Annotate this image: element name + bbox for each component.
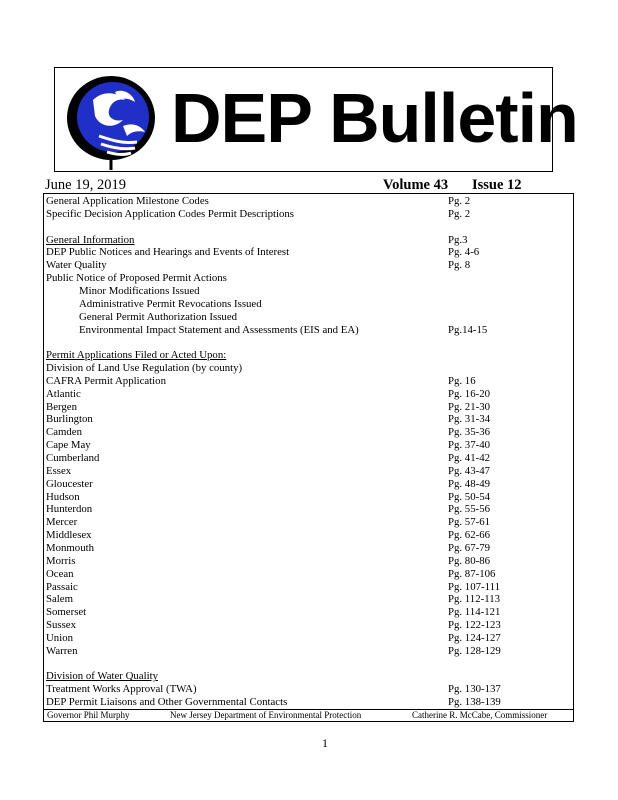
toc-row	[46, 388, 571, 401]
toc-entry-page: Pg. 41-42	[448, 452, 490, 464]
toc-entry-title: Administrative Permit Revocations Issued	[79, 297, 262, 310]
toc-entry-page: Pg. 2	[448, 207, 471, 220]
toc-entry-title: General Application Milestone Codes	[46, 195, 209, 207]
footer-department: New Jersey Department of Environmental Protection	[170, 710, 362, 720]
toc-row	[46, 272, 571, 285]
toc-row	[46, 606, 571, 619]
toc-entry-title: Division of Land Use Regulation (by county)	[46, 362, 243, 375]
toc-entry-title: Specific Decision Application Codes Permit Descriptions	[46, 207, 294, 220]
toc-row	[46, 208, 571, 221]
toc-entry-page: Pg. 37-40	[448, 439, 490, 452]
toc-row	[46, 619, 571, 632]
toc-entry-title: General Permit Authorization Issued	[79, 310, 238, 323]
toc-entry-page: Pg. 55-56	[448, 503, 490, 516]
toc-row	[46, 658, 571, 671]
toc-row	[46, 593, 571, 606]
toc-row	[46, 375, 571, 388]
toc-row	[46, 234, 571, 247]
footer-bar	[43, 709, 574, 722]
masthead-banner	[54, 67, 578, 172]
toc-entry-title: Mercer	[46, 516, 78, 529]
nj-dep-logo-icon	[63, 70, 163, 170]
toc-entry-title: Somerset	[46, 606, 87, 619]
toc-entry-page: Pg. 124-127	[448, 631, 501, 644]
issue-date: June 19, 2019	[45, 177, 126, 193]
toc-entry-title: Essex	[46, 464, 72, 477]
toc-row	[46, 298, 571, 311]
toc-entry-page: Pg. 21-30	[448, 400, 490, 413]
toc-entry-title: Warren	[46, 644, 78, 657]
toc-row	[46, 336, 571, 349]
toc-entry-title: Monmouth	[46, 541, 94, 554]
toc-entry-title: Minor Modifications Issued	[79, 284, 200, 297]
toc-row	[46, 349, 571, 362]
toc-entry-page: Pg. 80-86	[448, 554, 490, 567]
toc-row	[46, 491, 571, 504]
toc-entry-title: Morris	[46, 554, 76, 567]
toc-entry-page: Pg. 8	[448, 259, 471, 272]
toc-row	[46, 401, 571, 414]
toc-row	[46, 413, 571, 426]
toc-entry-title: Treatment Works Approval (TWA)	[46, 683, 197, 696]
toc-row	[46, 645, 571, 658]
toc-entry-page: Pg. 130-137	[448, 683, 501, 696]
toc-row	[46, 670, 571, 683]
toc-entry-page: Pg. 62-66	[448, 529, 490, 542]
toc-entry-title: Public Notice of Proposed Permit Actions	[46, 272, 227, 285]
toc-entry-title: Gloucester	[46, 477, 93, 490]
toc-entry-title: Cape May	[46, 439, 91, 452]
toc-row	[46, 696, 571, 709]
toc-entry-title: Water Quality	[46, 259, 107, 272]
toc-entry-title: Burlington	[46, 413, 93, 426]
toc-entry-page: Pg. 4-6	[448, 246, 480, 259]
toc-row	[46, 516, 571, 529]
toc-row	[46, 285, 571, 298]
toc-row	[46, 426, 571, 439]
toc-row	[46, 452, 571, 465]
toc-entry-page: Pg. 114-121	[448, 606, 501, 619]
toc-row	[46, 311, 571, 324]
toc-row	[46, 362, 571, 375]
footer-commissioner: Catherine R. McCabe, Commissioner	[412, 710, 548, 720]
volume-label: Volume 43	[383, 177, 449, 193]
toc-entry-page: Pg. 31-34	[448, 413, 490, 426]
toc-entry-page: Pg. 112-113	[448, 593, 500, 606]
toc-entry-title: Sussex	[46, 619, 76, 632]
footer-governor: Governor Phil Murphy	[47, 710, 130, 720]
toc-entry-page: Pg. 67-79	[448, 541, 490, 554]
toc-entry-page: Pg. 138-139	[448, 696, 501, 709]
toc-entry-title: Passaic	[46, 580, 78, 593]
toc-row	[46, 439, 571, 452]
toc-entry-page: Pg. 35-36	[448, 426, 490, 439]
toc-row	[46, 478, 571, 491]
toc-entry-title: General Information	[46, 233, 135, 246]
toc-entry-title: Division of Water Quality	[46, 670, 158, 683]
toc-row	[46, 542, 571, 555]
toc-entry-title: DEP Public Notices and Hearings and Events of Interest	[46, 246, 290, 259]
toc-entry-page: Pg.14-15	[448, 323, 488, 336]
toc-row	[46, 221, 571, 234]
toc-row	[46, 683, 571, 696]
toc-entry-page: Pg. 16-20	[448, 387, 490, 400]
toc-row	[46, 581, 571, 594]
toc-row	[46, 246, 571, 259]
toc-entry-page: Pg.3	[448, 233, 468, 246]
toc-entry-title: Salem	[46, 593, 73, 606]
toc-entry-page: Pg. 2	[448, 195, 471, 207]
toc-row	[46, 568, 571, 581]
toc-entry-page: Pg. 16	[448, 374, 476, 387]
toc-row	[46, 632, 571, 645]
toc-entry-page: Pg. 43-47	[448, 464, 490, 477]
toc-entry-page: Pg. 57-61	[448, 516, 490, 529]
toc-row	[46, 503, 571, 516]
toc-entry-title: Permit Applications Filed or Acted Upon:	[46, 349, 227, 362]
toc-entry-title: Middlesex	[46, 529, 92, 542]
toc-entry-title: Bergen	[46, 400, 77, 413]
toc-entry-title: Hunterdon	[46, 503, 93, 516]
toc-entry-title: DEP Permit Liaisons and Other Governmental Contacts	[46, 696, 288, 709]
toc-entry-page: Pg. 50-54	[448, 490, 490, 503]
toc-entry-title: Environmental Impact Statement and Assessments (EIS and EA)	[79, 323, 359, 336]
toc-entry-page: Pg. 122-123	[448, 619, 501, 632]
toc-entry-title: Camden	[46, 426, 82, 439]
toc-entry-page: Pg. 128-129	[448, 644, 501, 657]
toc-entry-page: Pg. 87-106	[448, 567, 496, 580]
toc-row	[46, 195, 571, 208]
issue-label: Issue 12	[472, 177, 522, 193]
toc-entry-page: Pg. 107-111	[448, 580, 500, 593]
toc-row	[46, 529, 571, 542]
toc-row	[46, 324, 571, 337]
toc-entry-title: Ocean	[46, 567, 74, 580]
page-number: 1	[322, 736, 328, 750]
toc-row	[46, 555, 571, 568]
toc-row	[46, 465, 571, 478]
toc-row	[46, 259, 571, 272]
toc-entry-title: Cumberland	[46, 452, 100, 464]
toc-entry-title: Hudson	[46, 490, 80, 503]
toc-entry-title: CAFRA Permit Application	[46, 374, 166, 387]
table-of-contents	[43, 193, 574, 710]
toc-entry-page: Pg. 48-49	[448, 477, 490, 490]
bulletin-title: DEP Bulletin	[171, 79, 578, 157]
toc-entry-title: Atlantic	[46, 387, 81, 400]
toc-entry-title: Union	[46, 631, 73, 644]
